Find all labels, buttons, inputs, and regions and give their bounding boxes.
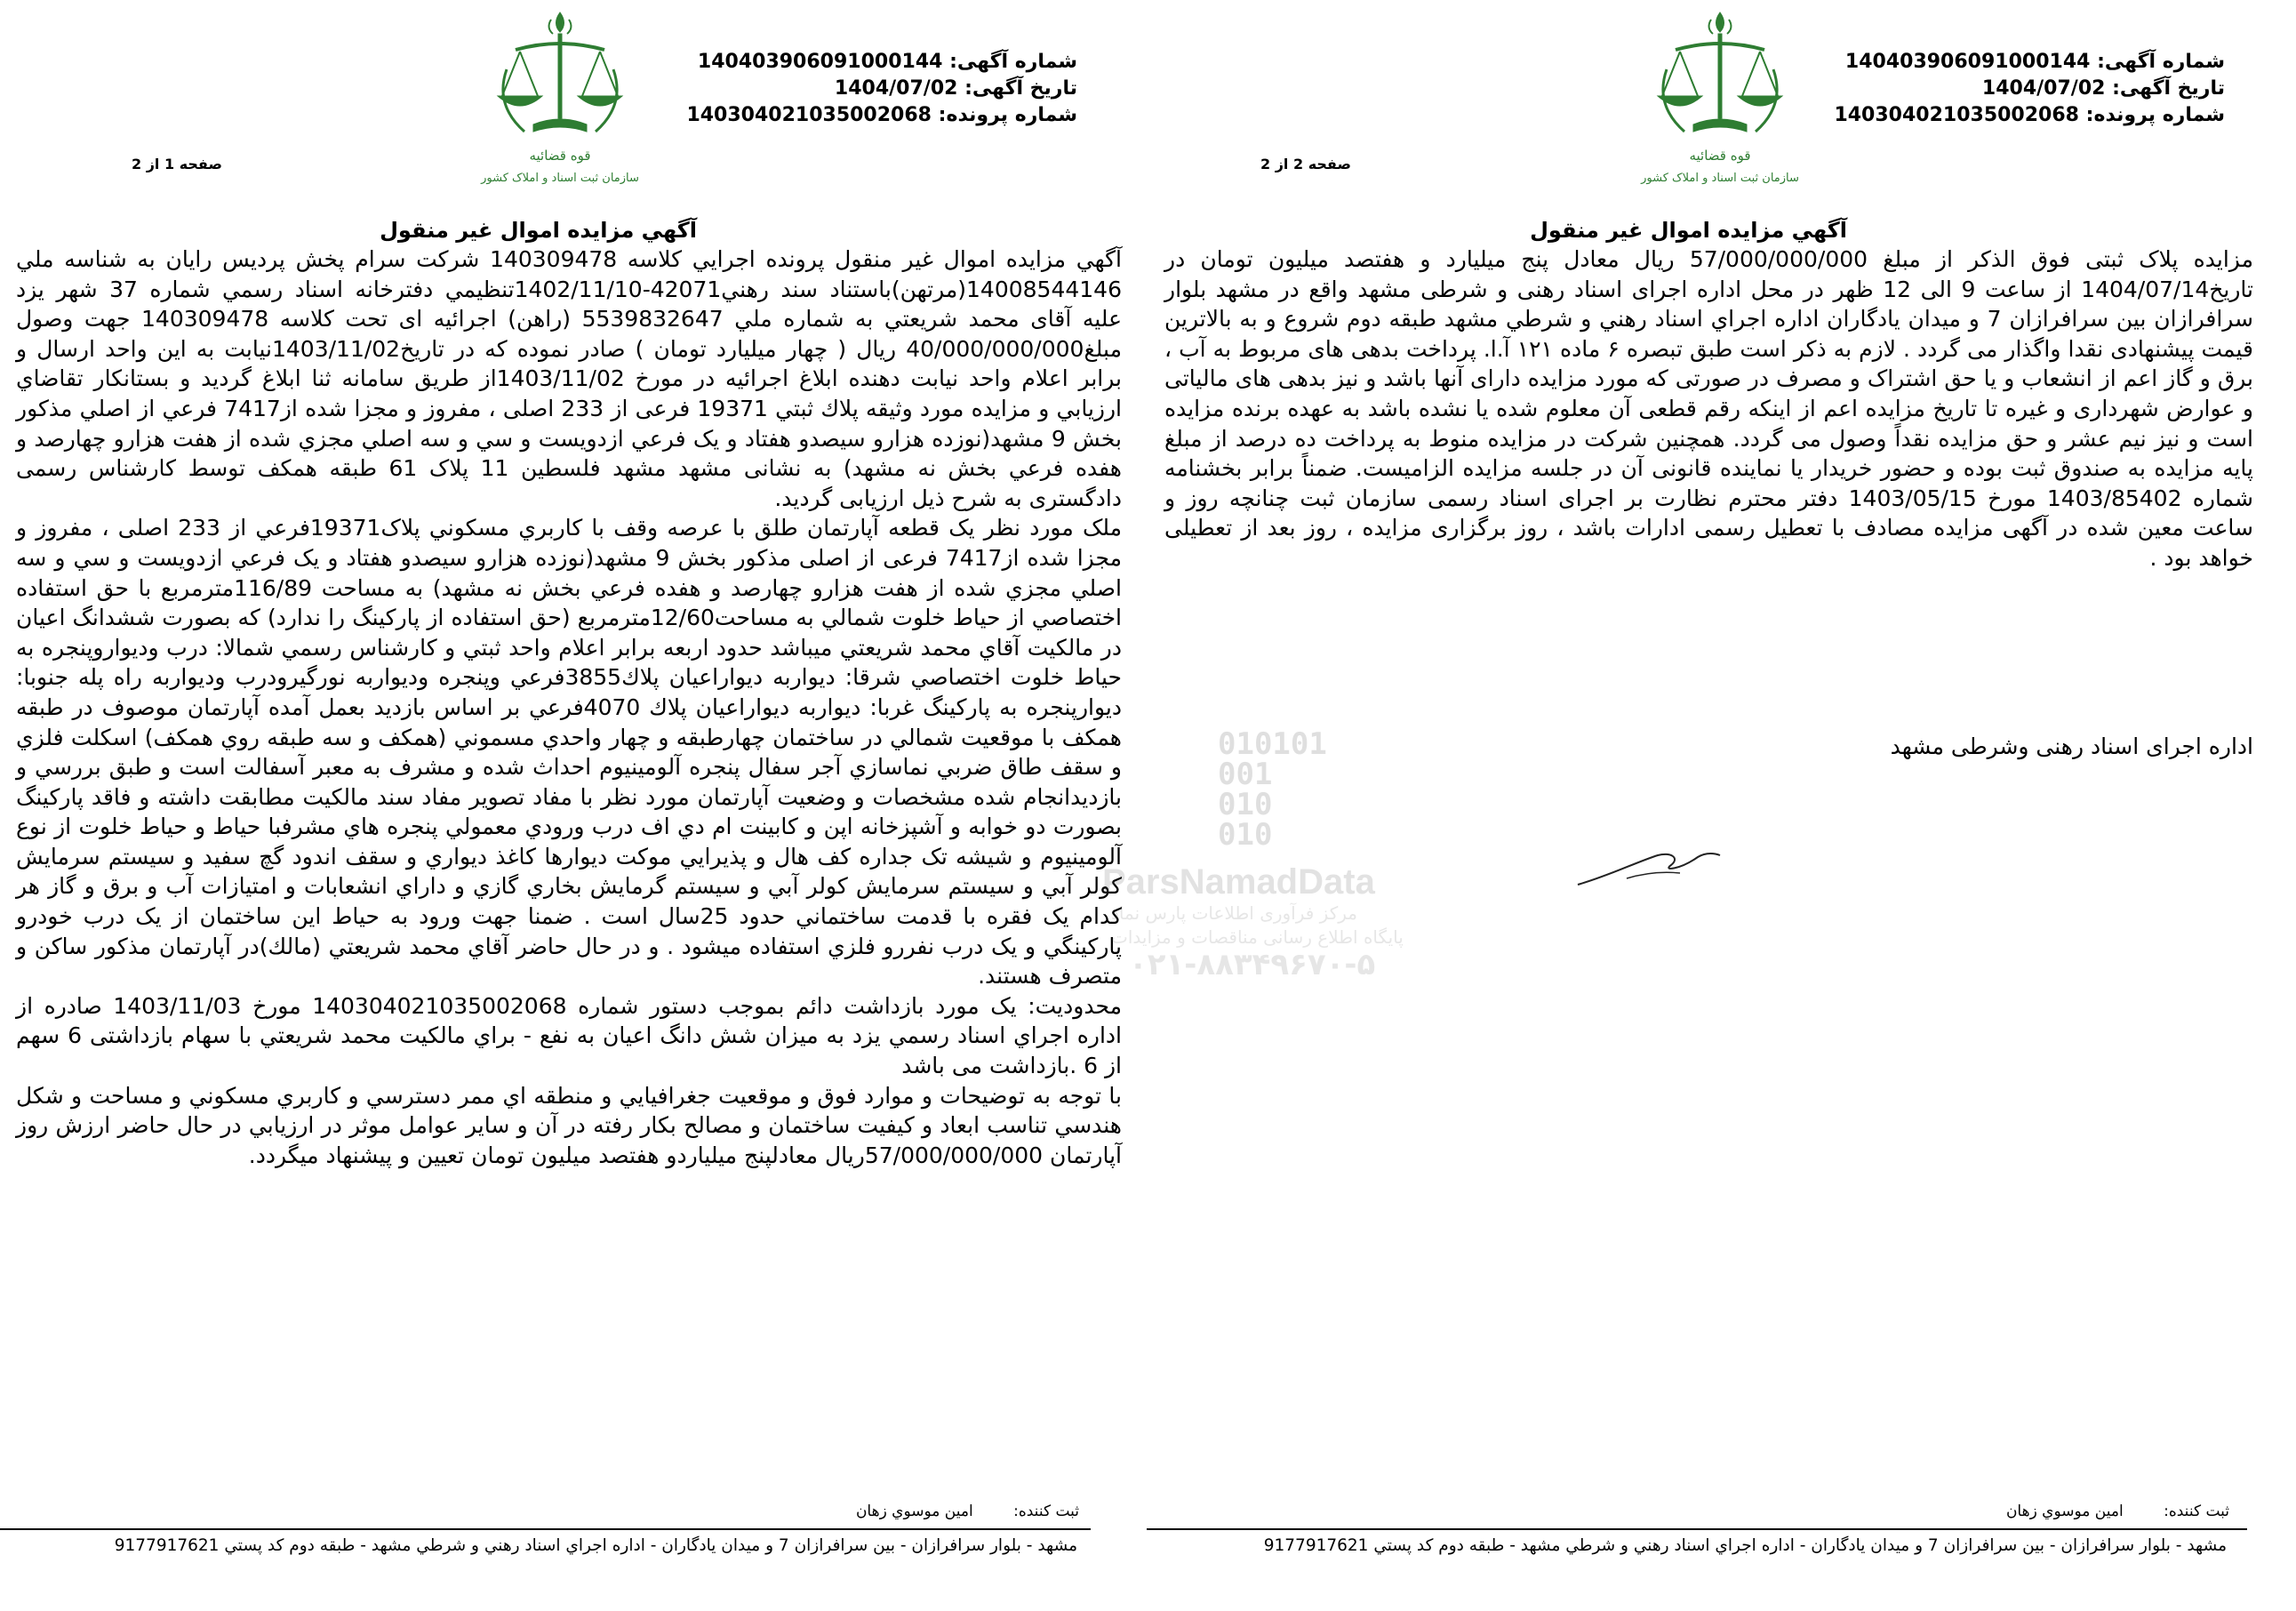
registrar — [856, 1503, 1079, 1520]
footer-address: مشهد - بلوار سرافرازان - بين سرافرازان 7 و ميدان يادگاران - اداره اجراي اسناد رهني و شرطي مشهد - طبقه دوم كد پستي 9177917621 — [114, 1536, 1077, 1555]
registrar — [2006, 1503, 2229, 1520]
judiciary-emblem-logo — [480, 7, 640, 203]
notice-body — [1164, 244, 2253, 573]
notice-number: 140403906091000144 — [1844, 51, 2091, 73]
notice-date-row: تاریخ آگهی: 1404/07/02 — [834, 77, 1077, 100]
notice-title: آگهي مزايده اموال غير منقول — [380, 218, 697, 243]
watermark-line-1: مرکز فرآوری اطلاعات پارس نماد — [1111, 902, 1357, 924]
case-number: 140304021035002068 — [1834, 104, 2079, 126]
notice-number-row: شماره آگهی: 140403906091000144 — [697, 51, 1077, 73]
notice-meta — [686, 49, 1077, 129]
body-paragraph: با توجه به توضيحات و موارد فوق و موقعيت جغرافيايي و منطقه اي ممر دسترسي و كاربري مسكوني و مساحت و شكل هندسي تناسب ابعاد و كيفيت ساختمان و مصالح بكار رفته در آن و ساير عوامل موثر در ارزيابي در حال حاضر ارزش روز آپارتمان 57/000/000/000ريال معادلپنج ميلياردو هفتصد ميليون تومان تعيين و پيشنهاد ميگردد. — [16, 1082, 1122, 1168]
watermark-brand: ParsNamadData — [1102, 862, 1375, 902]
handwritten-signature — [1573, 836, 1724, 898]
issuing-office: اداره اجرای اسناد رهنی وشرطی مشهد — [1890, 733, 2253, 759]
registrar-name: امين موسوي زهان — [855, 1503, 973, 1520]
registrar-label: ثبت كننده: — [1013, 1503, 1079, 1520]
body-paragraph: ملک مورد نظر يک قطعه آپارتمان طلق با عرصه وقف با کاربري مسکوني پلاک19371فرعي از 233 اصلى ، مفروز و مجزا شده از7417 فرعى از اصلى مذكور بخش 9 مشهد(نوزده هزارو سيصدو هفتاد و يک فرعي ازدويست و سي و سه اصلي مجزي شده از هفت هزارو چهارصد و هفده فرعي بخش نه مشهد) به مساحت 116/89مترمربع با حق استفاده اختصاصي از حياط خلوت شمالي به مساحت12/60مترمربع (حق استفاده از پارکينگ را ندارد) كه بصورت ششدانگ اعيان در مالكيت آقاي محمد شريعتي ميباشد حدود اربعه برابر اعلام واحد ثبتي و كارشناس رسمي شمالا: درب وديواروپنجره به حياط خلوت اختصاصي شرقا: ديواربه ديواراعيان پلاك3855فرعي وپنجره وديواربه نورگيرودرب وديواربه راه پله جنوبا: ديوارپنجره به پاركينگ غربا: ديواربه ديواراعيان پلاك 4070فرعي بر اساس بازديد بعمل آمده آپارتمان موصوف در طبقه همكف با موقعيت شمالي در ساختمان چهارطبقه و چهار واحدي مسموني (همكف و سه طبقه روي همكف) اسكلت فلزي و سقف طاق ضربي نماسازي آجر سفال پنجره آلومينيوم احداث شده و مشرف به معبر آسفالت است و طبق بررسي و بازديدانجام شده مشخصات و وضعيت آپارتمان مورد نظر با مفاد تصوير مفاد سند مالكيت مطابقت داشته و فاقد پاركينگ بصورت دو خوابه و آشپزخانه اپن و كابينت ام دي اف درب ورودي معمولي پنجره هاي مشرفبا حياط و حياط خلوت از نوع آلومينيوم و شيشه تک جداره كف هال و پذيرايي موكت ديوارها كاغذ ديواري و سقف اندود گچ سفيد و سيستم سرمايش كولر آبي و سيستم سرمايش كولر آبي و سيستم گرمايش بخاري گازي و داراي انشعابات و امتيازات آب و برق و گاز هر كدام يک فقره با قدمت ساختماني حدود 25سال است . ضمنا جهت ورود به حياط اين ساختمان از يک درب خودرو پاركينگي و يک درب نفررو فلزي استفاده ميشود . و در حال حاضر آقاي محمد شريعتي (مالك)در آپارتمان مذكور ساكن و متصرف هستند. — [16, 515, 1123, 990]
notice-page-1 — [0, 0, 1131, 1611]
notice-date-row: تاریخ آگهی: 1404/07/02 — [1981, 77, 2225, 100]
footer-address: مشهد - بلوار سرافرازان - بين سرافرازان 7 و ميدان يادگاران - اداره اجراي اسناد رهني و شرطي مشهد - طبقه دوم كد پستي 9177917621 — [1263, 1536, 2227, 1555]
notice-meta — [1834, 49, 2225, 129]
page-number: صفحه 2 از 2 — [1260, 156, 1351, 172]
case-number-row: شماره پرونده: 140304021035002068 — [1834, 104, 2225, 126]
notice-page-2 — [1147, 0, 2296, 1611]
judiciary-emblem-logo — [1640, 7, 1800, 203]
emblem-caption-1: قوه قضائیه — [1689, 148, 1751, 164]
footer-divider — [1147, 1528, 2247, 1530]
notice-number-row: شماره آگهی: 140403906091000144 — [1844, 51, 2225, 73]
emblem-caption-1: قوه قضائیه — [529, 148, 591, 164]
notice-body — [16, 244, 1122, 1170]
case-number: 140304021035002068 — [686, 104, 932, 126]
body-paragraph: محدوديت: يک مورد بازداشت دائم بموجب دستور شماره 140304021035002068 مورخ 1403/11/03 صادره از اداره اجراي اسناد رسمي يزد به ميزان شش دانگ اعيان به نفع - براي مالكيت محمد شريعتي با سهام بازداشتی 6 سهم از 6 .بازداشت می باشد — [16, 992, 1122, 1079]
page-number: صفحه 1 از 2 — [132, 156, 222, 172]
watermark-line-2: پایگاه اطلاع رسانی مناقصات و مزایدات — [1111, 926, 1404, 948]
case-number-row: شماره پرونده: 140304021035002068 — [686, 104, 1077, 126]
notice-number: 140403906091000144 — [697, 51, 943, 73]
notice-date: 1404/07/02 — [834, 77, 958, 100]
registrar-name: امين موسوي زهان — [2005, 1503, 2124, 1520]
body-paragraph: مزایده پلاک ثبتی فوق الذکر از مبلغ 57/000/000/000 ریال معادل پنج میلیارد و هفتصد میلیون تومان در تاریخ1404/07/14 از ساعت 9 الی 12 ظهر در محل اداره اجرای اسناد رهنی و شرطی مشهد واقع در مشهد بلوار سرافرازان بين سرافرازان 7 و ميدان يادگاران اداره اجراي اسناد رهني و شرطي مشهد طبقه دوم شروع و به بالاترین قیمت پیشنهادی نقدا واگذار می گردد . لازم به ذکر است طبق تبصره ۶ ماده ۱۲۱ آ.ا. پرداخت بدهی های مربوط به آب ، برق و گاز اعم از انشعاب و یا حق اشتراک و مصرف در صورتی که مورد مزایده دارای آنها باشد و نیز بدهی های مالیاتی و عوارض شهرداری و غیره تا تاریخ مزایده اعم از اینکه رقم قطعی آن معلوم شده یا نشده باشد به عهده برنده مزایده است و نیز نیم عشر و حق مزایده نقداً وصول می گردد. همچنین شرکت در مزایده منوط به پرداخت ده درصد از مبلغ پایه مزایده به صندوق ثبت بوده و حضور خریدار یا نماینده قانونی آن در جلسه مزایده الزامیست. ضمناً برابر بخشنامه شماره 1403/85402 مورخ 1403/05/15 دفتر محترم نظارت بر اجرای اسناد رسمی سازمان ثبت چنانچه روز و ساعت معین شده در آگهی مزایده مصادف با تعطیل رسمی ادارات باشد ، روز برگزاری مزایده ، روز بعد از تعطیلی خواهد بود . — [1164, 246, 2254, 571]
emblem-caption-2: سازمان ثبت اسناد و املاک کشور — [481, 172, 639, 185]
notice-date: 1404/07/02 — [1981, 77, 2106, 100]
notice-title: آگهي مزايده اموال غير منقول — [1530, 218, 1847, 243]
body-paragraph: آگهي مزايده اموال غير منقول پرونده اجرايي كلاسه 140309478 شركت سرام پخش پرديس رايان به شناسه ملي 14008544146(مرتهن)باستناد سند رهني42071-1402/11/10تنظيمي دفترخانه اسناد رسمي شماره 37 شهر يزد عليه آقاى محمد شريعتي به شماره ملي 5539832647 (راهن) اجرائيه اى تحت كلاسه 140309478 جهت وصول مبلغ40/000/000/000 ريال ( چهار ميليارد تومان ) صادر نموده كه در تاريخ1403/11/02نيابت به اين واحد ارسال و برابر اعلام واحد نيابت دهنده ابلاغ اجرائيه در مورخ 1403/11/02از طريق سامانه ثنا ابلاغ گرديد و بستانكار تقاضاي ارزيابي و مزايده مورد وثيقه پلاك ثبتي 19371 فرعى از 233 اصلى ، مفروز و مجزا شده از7417 فرعي از اصلي مذكور بخش 9 مشهد(نوزده هزارو سيصدو هفتاد و يک فرعي ازدويست و سي و سه اصلي مجزي شده از هفت هزارو چهارصد و هفده فرعي بخش نه مشهد) به نشانی مشهد مشهد فلسطين 11 پلاک 61 طبقه همکف توسط كارشناس رسمى دادگسترى به شرح ذيل ارزيابى گرديد. — [16, 246, 1123, 511]
registrar-label: ثبت كننده: — [2164, 1503, 2229, 1520]
watermark-digits: 010101 001 010 010 — [1218, 726, 1327, 853]
emblem-caption-2: سازمان ثبت اسناد و املاک کشور — [1641, 172, 1799, 185]
watermark-phone: ۰۲۱-۸۸۳۴۹۶۷۰-۵ — [1129, 947, 1376, 982]
footer-divider — [0, 1528, 1091, 1530]
